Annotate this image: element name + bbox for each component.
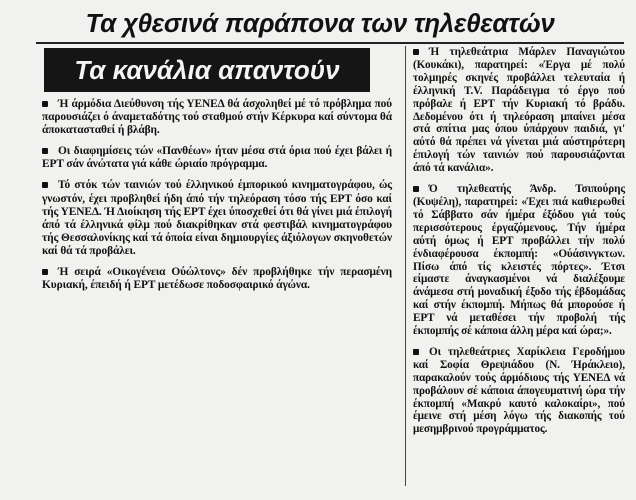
right-paragraph-2-text: Ό τηλεθεατής Άνδρ. Τσιπούρης (Κυψέλη), παρατηρεί: «Έχει πιά καθιερωθεί τό Σάββατο σάν ήμέρα έξόδου γιά τούς περισσότερους έργαζόμενους. Τήν ήμέρα αύτή όμως ή ΕΡΤ προβάλλει τήν πολύ ένδιαφέρουσα έκπομπή: «Ούάσινγκτων. Πίσω άπό τίς κλειστές πόρτες». Έτσι είμαστε άναγκασμένοι νά διαλέξουμε άνάμεσα στή μοναδική έξοδο τής έβδομάδας καί στήν έκπομπή. Μήπως θά μπορούσε ή ΕΡΤ νά μεταθέσει τήν προβολή τής έκπομπής σέ κάποια άλλη μέρα καί ώρα;».	[413, 183, 625, 338]
bullet-icon	[42, 148, 48, 154]
left-paragraph-3-text: Τό στόκ τών ταινιών τού έλληνικού έμπορικού κινηματογράφου, ώς γνωστόν, έχει προβληθεί ήδη άπό τήν τηλεόραση τόσο τής ΕΡΤ όσο καί τής ΥΕΝΕΔ. Ή Διοίκηση τής ΕΡΤ έχει ύποσχεθεί ότι θά γίνει μιά έπιλογή άπό τά έλληνικά φίλμ πού διακρίθηκαν στά φεστιβάλ κινηματογράφου τής Θεσσαλονίκης καί τά όποία είναι δημιουργίες άξιόλογων σκηνοθετών καί θά τά προβάλει.	[42, 179, 392, 257]
headline-rule	[36, 42, 624, 44]
left-paragraph-1	[42, 98, 392, 137]
right-column	[413, 46, 625, 444]
left-column	[42, 98, 392, 300]
left-paragraph-2-text: Οι διαφημίσεις τών «Πανθέων» ήταν μέσα στά όρια πού έχει βάλει ή ΕΡΤ σάν άνώτατα γιά κάθε ώριαίο πρόγραμμα.	[42, 145, 392, 171]
bullet-icon	[42, 101, 48, 107]
banner-title: Τα κανάλια απαντούν	[74, 55, 340, 85]
section-banner	[44, 48, 370, 92]
right-paragraph-2	[413, 183, 625, 338]
right-paragraph-3-text: Οι τηλεθεάτριες Χαρίκλεια Γεροδήμου καί Σοφία Θρεψιάδου (Ν. Ήράκλειο), παρακαλούν τούς άρμόδιους τής ΥΕΝΕΔ νά προβάλουν σέ κάποια άπογευματινή ώρα τήν έκπομπή «Μακρύ καυτό καλοκαίρι», πού έμεινε στή μέση λόγω τής διακοπής τού μεσημβρινού προγράμματος.	[413, 345, 625, 436]
right-paragraph-3	[413, 346, 625, 436]
left-paragraph-4-text: Ή σειρά «Οικογένεια Ούώλτονς» δέν προβλήθηκε τήν περασμένη Κυριακή, έπειδή ή ΕΡΤ μετέδωσε ποδοσφαιρικό άγώνα.	[42, 266, 392, 292]
right-paragraph-1	[413, 46, 625, 175]
headline: Τα χθεσινά παράπονα των τηλεθεατών	[85, 8, 555, 38]
bullet-icon	[42, 269, 48, 275]
left-paragraph-2	[42, 145, 392, 171]
left-paragraph-1-text: Ή άρμόδια Διεύθυνση τής ΥΕΝΕΔ θά άσχοληθεί μέ τό πρόβλημα πού παρουσιάζει ό άναμεταδότης τού σταθμού στήν Κέρκυρα καί σύντομα θά άποκατασταθεί ή βλάβη.	[42, 98, 392, 137]
bullet-icon	[42, 182, 48, 188]
column-divider	[405, 46, 406, 486]
right-paragraph-1-text: Ή τηλεθεάτρια Μάρλεν Παναγιώτου (Κουκάκι), παρατηρεί: «Έργα μέ πολύ τολμηρές σκηνές προβάλλει τελευταία ή έλληνική Τ.V. Παράδειγμα τό έργο πού πρόβαλε ή ΕΡΤ τήν Κυριακή τό βράδυ. Δεδομένου ότι ή τηλεόραση μπαίνει μέσα στά σπίτια μας όπου ύπάρχουν παιδιά, γι' αύτό θά πρέπει νά γίνεται μιά αύστηρότερη έπιλογή τών ταινιών πού παρουσιάζονται άπό τά κανάλια».	[413, 46, 625, 175]
bullet-icon	[413, 186, 419, 192]
left-paragraph-3	[42, 179, 392, 258]
left-paragraph-4	[42, 266, 392, 292]
bullet-icon	[413, 349, 419, 355]
bullet-icon	[413, 49, 419, 55]
